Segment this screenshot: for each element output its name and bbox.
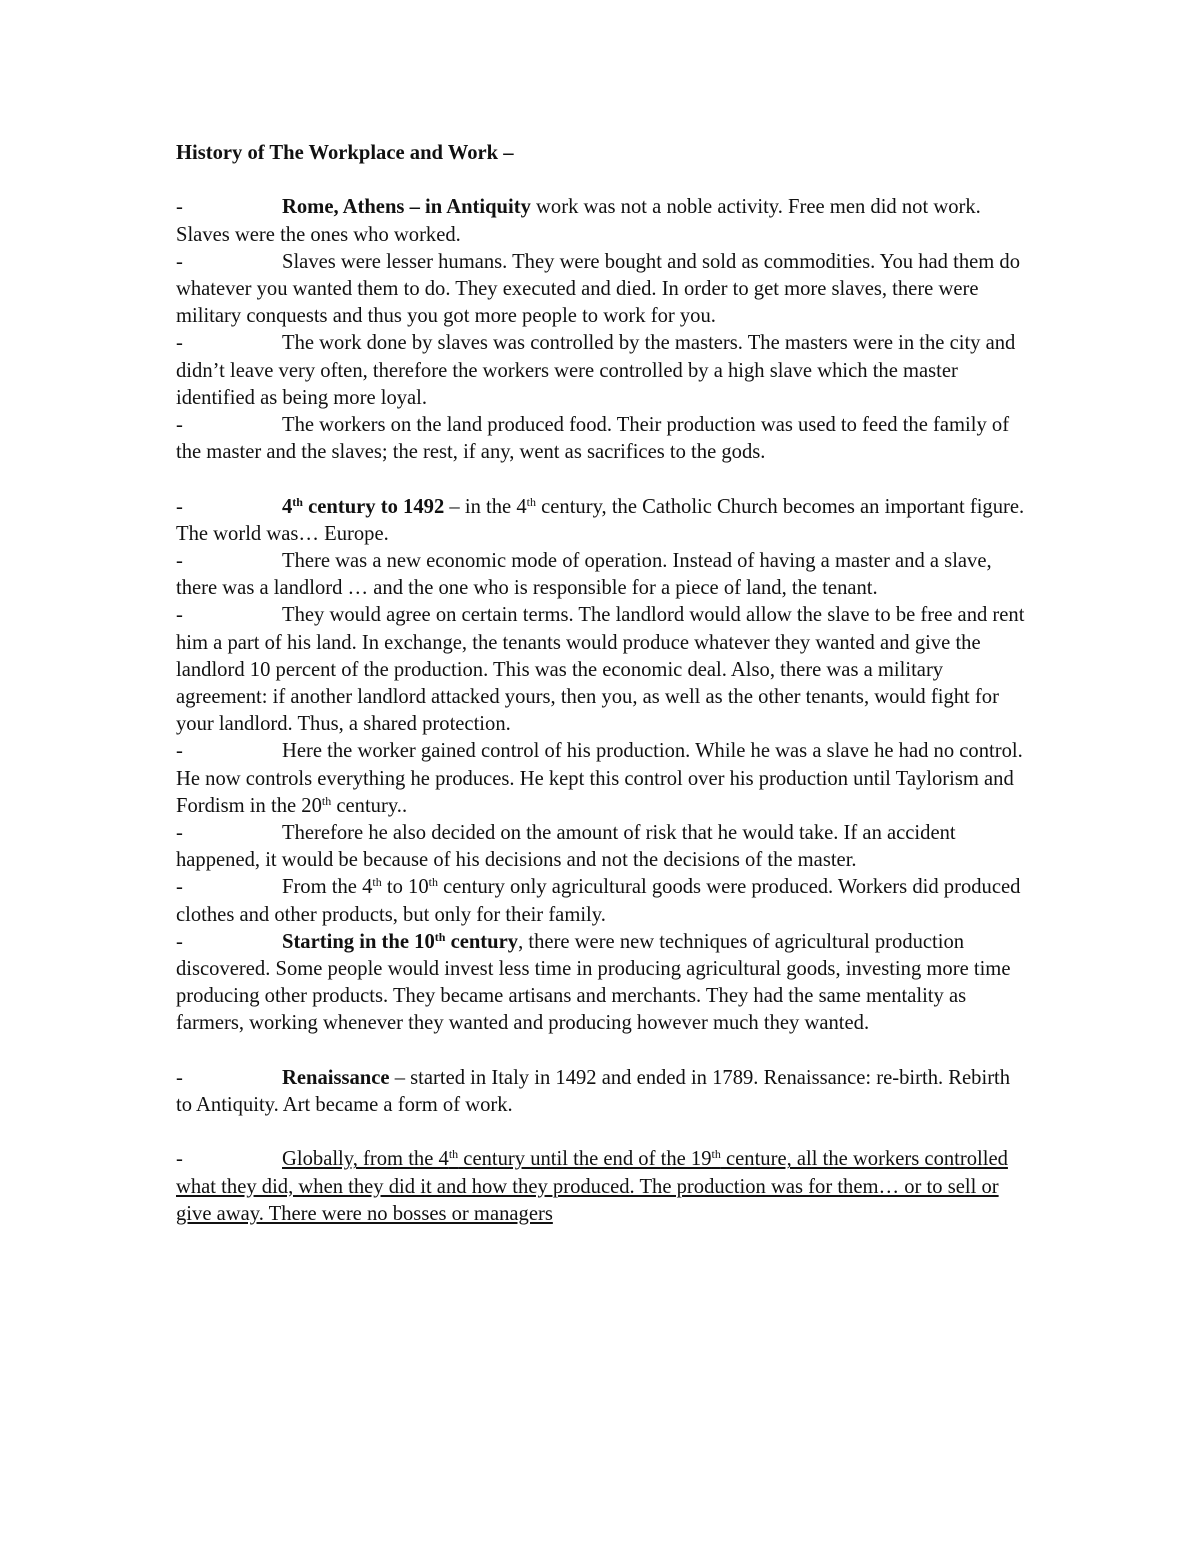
list-item-slaves-lesser: - Slaves were lesser humans. They were bought and sold as commodities. You had them do whatever you wanted them to do. They executed and died. In order to get more slaves, there were military conquests and thus you got more people to work for you.	[176, 250, 1021, 328]
list-item-10th-century: - Starting in the 10th century, there were new techniques of agricultural production discovered. Some people would invest less time in producing agricultural goods, investing more time producing other products. They became artisans and merchants. They had the same mentality as farmers, working whenever they wanted and producing however much they wanted.	[176, 929, 1011, 1035]
list-item-agricultural-goods: - From the 4th to 10th century only agricultural goods were produced. Workers did produced clothes and other products, but only for their family.	[176, 875, 1021, 926]
list-item-renaissance: - Renaissance – started in Italy in 1492 and ended in 1789. Renaissance: re-birth. Rebirth to Antiquity. Art became a form of work.	[176, 1066, 1011, 1117]
bullet-dash: -	[176, 250, 183, 273]
list-item-4th-century: - 4th century to 1492 – in the 4th century, the Catholic Church becomes an important figure. The world was… Europe.	[176, 494, 1025, 545]
bullet-dash: -	[176, 1066, 183, 1089]
document-title: History of The Workplace and Work –	[176, 142, 514, 164]
heading-10th-century: Starting in the 10th century	[282, 929, 519, 953]
bullet-dash: -	[176, 332, 183, 355]
bullet-dash: -	[176, 1148, 183, 1171]
heading-4th-century: 4th century to 1492	[282, 494, 445, 518]
bullet-dash: -	[176, 550, 183, 572]
list-item-land-food: - The workers on the land produced food. Their production was used to feed the family of the master and the slaves; the rest, if any, went as sacrifices to the gods.	[176, 414, 1010, 464]
list-item-terms: - They would agree on certain terms. The landlord would allow the slave to be free and rent him a part of his land. In exchange, the tenants would produce whatever they wanted and give the landlord 10 percent of the production. This was the economic deal. Also, there was a military agreement: if another landlord attacked yours, then you, as well as the other tenants, would fight for your landlord. Thus, a shared protection.	[176, 604, 1025, 736]
document-body	[176, 140, 1026, 1228]
bullet-dash: -	[176, 414, 183, 436]
bullet-dash: -	[176, 495, 183, 518]
bullet-dash: -	[176, 930, 183, 953]
list-item-risk: - Therefore he also decided on the amount of risk that he would take. If an accident happened, it would be because of his decisions and not the decisions of the master.	[176, 822, 956, 872]
bullet-dash: -	[176, 604, 183, 627]
list-item-globally	[176, 1146, 1026, 1228]
bullet-dash: -	[176, 822, 183, 845]
bullet-dash: -	[176, 196, 183, 219]
list-item-work-controlled: - The work done by slaves was controlled by the masters. The masters were in the city and didn’t leave very often, therefore the workers were controlled by a high slave which the master identified as being more loyal.	[176, 332, 1016, 409]
list-item-worker-control: - Here the worker gained control of his production. While he was a slave he had no control. He now controls everything he produces. He kept this control over his production until Taylorism and Fordism in the 20th century..	[176, 740, 1023, 817]
underlined-summary: Globally, from the 4th century until the end of the 19th centure, all the workers controlled what they did, when they did it and how they produced. The production was for them… or to sell or give away. There were no bosses or managers	[176, 1147, 1008, 1225]
list-item-rome-athens: - Rome, Athens – in Antiquity work was not a noble activity. Free men did not work. Slaves were the ones who worked.	[176, 196, 981, 246]
list-item-economic-mode: - There was a new economic mode of operation. Instead of having a master and a slave, there was a landlord … and the one who is responsible for a piece of land, the tenant.	[176, 550, 992, 600]
heading-renaissance: Renaissance	[282, 1066, 390, 1089]
bullet-dash: -	[176, 876, 183, 899]
heading-antiquity: Rome, Athens – in Antiquity	[282, 196, 531, 219]
bullet-dash: -	[176, 740, 183, 763]
